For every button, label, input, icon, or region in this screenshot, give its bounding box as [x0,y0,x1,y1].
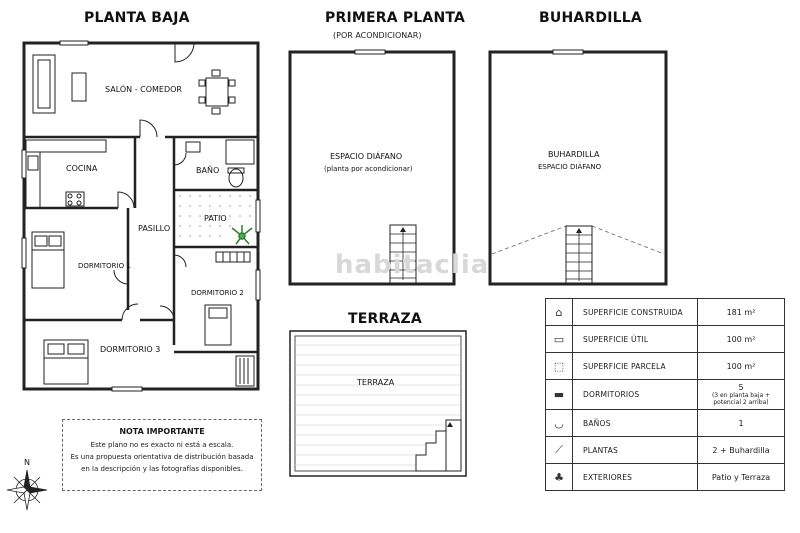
room-label-dormitorio1: DORMITORIO 1 [78,262,131,270]
stairs-icon: ⟋ [546,437,573,464]
room-label-dormitorio2: DORMITORIO 2 [191,289,244,297]
bathtub-icon: ◡ [546,410,573,437]
summary-extra: (3 en planta baja + potencial 2 arriba) [711,392,771,406]
attic-sublabel: ESPACIO DIÁFANO [538,163,602,171]
bed-icon: ▬ [546,380,573,410]
summary-value: 181 m² [698,299,785,326]
summary-row [546,410,785,437]
summary-row [546,380,785,410]
summary-row [546,437,785,464]
title-buhardilla: BUHARDILLA [539,10,642,26]
room-label-pasillo: PASILLO [138,224,171,233]
room-label-cocina: COCINA [66,164,98,173]
plant-icon [232,225,252,244]
compass-icon [7,470,47,510]
summary-value-cell [698,380,785,410]
room-label-bano: BAÑO [196,166,220,175]
summary-name: SUPERFICIE CONSTRUIDA [573,299,698,326]
summary-name: BAÑOS [573,410,698,437]
note-line: Es una propuesta orientativa de distribución basada [70,453,254,461]
summary-name: EXTERIORES [573,464,698,491]
room-label-salon: SALÓN - COMEDOR [105,85,182,94]
subtitle-primera-planta: (POR ACONDICIONAR) [333,31,422,40]
summary-value: 5 [738,383,744,392]
room-label-patio: PATIO [204,214,227,223]
watermark: habitaclia [335,250,490,280]
summary-value: 1 [698,410,785,437]
summary-row [546,299,785,326]
first-floor-sublabel: (planta por acondicionar) [324,165,413,173]
title-planta-baja: PLANTA BAJA [84,10,190,26]
summary-row [546,326,785,353]
summary-row [546,353,785,380]
summary-row [546,464,785,491]
note-heading: NOTA IMPORTANTE [119,427,205,436]
title-terraza: TERRAZA [348,311,422,327]
summary-table [545,298,785,491]
summary-value: 100 m² [698,326,785,353]
terrace-label: TERRAZA [357,378,395,387]
attic-label: BUHARDILLA [548,150,600,159]
first-floor-label: ESPACIO DIÁFANO [330,152,403,161]
summary-name: SUPERFICIE PARCELA [573,353,698,380]
tree-icon: ♣ [546,464,573,491]
note-line: en la descripción y las fotografías disponibles. [81,465,243,473]
important-note [62,419,262,491]
terrace-stairs [416,420,461,471]
room-label-dormitorio3: DORMITORIO 3 [100,345,161,354]
title-primera-planta: PRIMERA PLANTA [325,10,466,26]
ruler-icon: ▭ [546,326,573,353]
plot-icon: ⬚ [546,353,573,380]
summary-name: SUPERFICIE ÚTIL [573,326,698,353]
summary-value: Patio y Terraza [698,464,785,491]
compass-north-label: N [24,458,30,467]
summary-name: PLANTAS [573,437,698,464]
summary-value: 100 m² [698,353,785,380]
house-icon: ⌂ [546,299,573,326]
note-line: Este plano no es exacto ni está a escala. [90,441,234,449]
summary-value: 2 + Buhardilla [698,437,785,464]
summary-name: DORMITORIOS [573,380,698,410]
